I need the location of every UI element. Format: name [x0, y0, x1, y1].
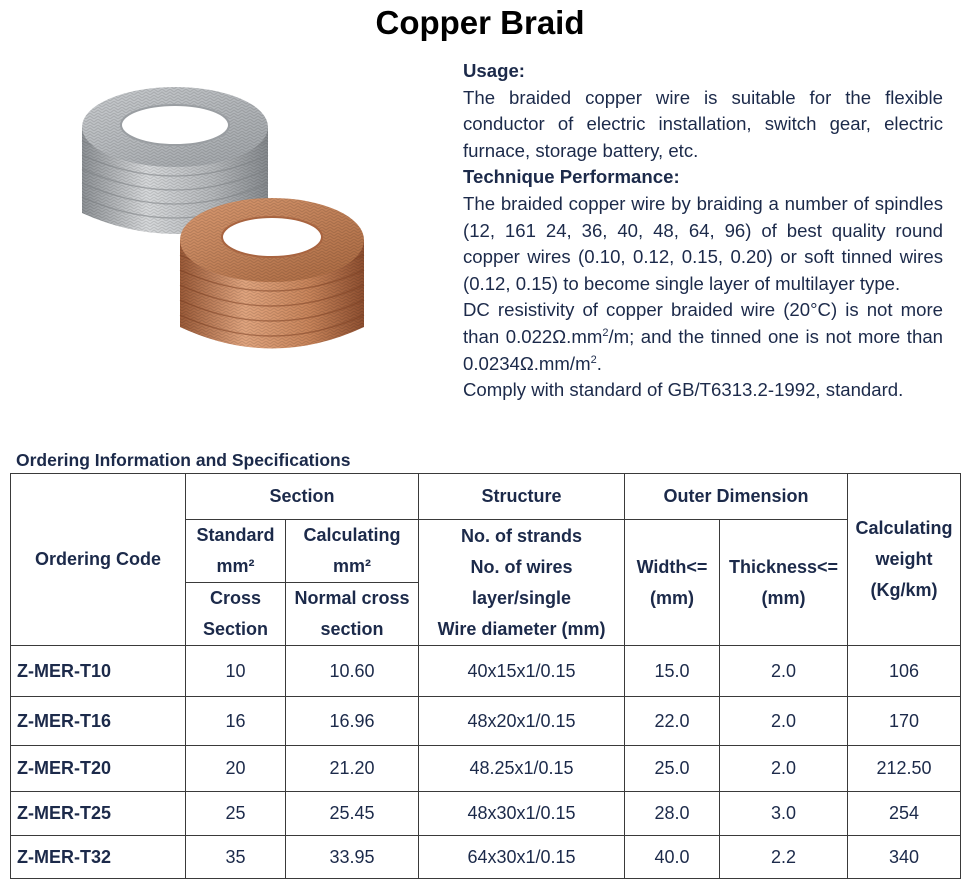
cell-weight: 340 — [848, 836, 961, 879]
cell-code: Z-MER-T20 — [11, 746, 186, 792]
cell-calculating: 21.20 — [286, 746, 419, 792]
usage-heading: Usage: — [463, 60, 526, 81]
cell-weight: 170 — [848, 697, 961, 746]
cell-standard: 10 — [186, 646, 286, 697]
cell-code: Z-MER-T16 — [11, 697, 186, 746]
header-normal-cross-section: Normal cross section — [286, 583, 419, 646]
header-weight: Calculating weight (Kg/km) — [848, 474, 961, 646]
cell-width: 40.0 — [625, 836, 720, 879]
cell-thickness: 2.0 — [720, 646, 848, 697]
specifications-heading: Ordering Information and Specifications — [16, 450, 351, 470]
cell-weight: 106 — [848, 646, 961, 697]
cell-weight: 254 — [848, 792, 961, 836]
cell-calculating: 25.45 — [286, 792, 419, 836]
specifications-table — [10, 473, 961, 879]
page-title: Copper Braid — [375, 4, 585, 41]
header-ordering-code: Ordering Code — [11, 474, 186, 646]
copper-braid-photo — [70, 65, 390, 395]
cell-standard: 35 — [186, 836, 286, 879]
header-structure-detail: No. of strands No. of wires layer/single Wire diameter (mm) — [419, 520, 625, 646]
cell-calculating: 10.60 — [286, 646, 419, 697]
header-cross-section: Cross Section — [186, 583, 286, 646]
cell-width: 25.0 — [625, 746, 720, 792]
cell-standard: 16 — [186, 697, 286, 746]
cell-thickness: 2.0 — [720, 697, 848, 746]
cell-thickness: 2.0 — [720, 746, 848, 792]
copper-braid-coil — [180, 198, 364, 349]
header-standard: Standard mm² — [186, 520, 286, 583]
cell-thickness: 2.2 — [720, 836, 848, 879]
cell-width: 28.0 — [625, 792, 720, 836]
description-block — [463, 58, 943, 404]
usage-text: The braided copper wire is suitable for the flexible conductor of electric installation, switch gear, electric furnace, storage battery, etc. — [463, 86, 943, 161]
cell-thickness: 3.0 — [720, 792, 848, 836]
cell-structure: 48x30x1/0.15 — [419, 792, 625, 836]
cell-code: Z-MER-T25 — [11, 792, 186, 836]
header-outer-dimension: Outer Dimension — [625, 474, 848, 520]
cell-code: Z-MER-T32 — [11, 836, 186, 879]
technique-text: The braided copper wire by braiding a number of spindles (12, 161 24, 36, 40, 48, 64, 96) of best quality round copper wires (0.10, 0.12, 0.15, 0.20) or soft tinned wires (0.12, 0.15) to become single layer of multilayer type. — [463, 192, 943, 294]
cell-width: 22.0 — [625, 697, 720, 746]
table-row — [11, 646, 961, 697]
cell-structure: 48.25x1/0.15 — [419, 746, 625, 792]
cell-structure: 40x15x1/0.15 — [419, 646, 625, 697]
header-width: Width<= (mm) — [625, 520, 720, 646]
standard-text: Comply with standard of GB/T6313.2-1992, standard. — [463, 379, 904, 401]
header-thickness: Thickness<= (mm) — [720, 520, 848, 646]
cell-code: Z-MER-T10 — [11, 646, 186, 697]
cell-structure: 48x20x1/0.15 — [419, 697, 625, 746]
table-row — [11, 836, 961, 879]
cell-width: 15.0 — [625, 646, 720, 697]
cell-calculating: 33.95 — [286, 836, 419, 879]
table-row — [11, 746, 961, 792]
header-section: Section — [186, 474, 419, 520]
cell-weight: 212.50 — [848, 746, 961, 792]
cell-structure: 64x30x1/0.15 — [419, 836, 625, 879]
cell-calculating: 16.96 — [286, 697, 419, 746]
technique-heading: Technique Performance: — [463, 166, 680, 188]
dc-resistivity-text: DC resistivity of copper braided wire (20°C) is not more than $0.022\Omega.mm^2/m$; and the tinned one is not more than $0.0234\Omega.mm/m^2$. — [463, 299, 943, 374]
header-structure: Structure — [419, 474, 625, 520]
cell-standard: 25 — [186, 792, 286, 836]
table-row — [11, 792, 961, 836]
table-row — [11, 697, 961, 746]
header-calculating: Calculating mm² — [286, 520, 419, 583]
cell-standard: 20 — [186, 746, 286, 792]
